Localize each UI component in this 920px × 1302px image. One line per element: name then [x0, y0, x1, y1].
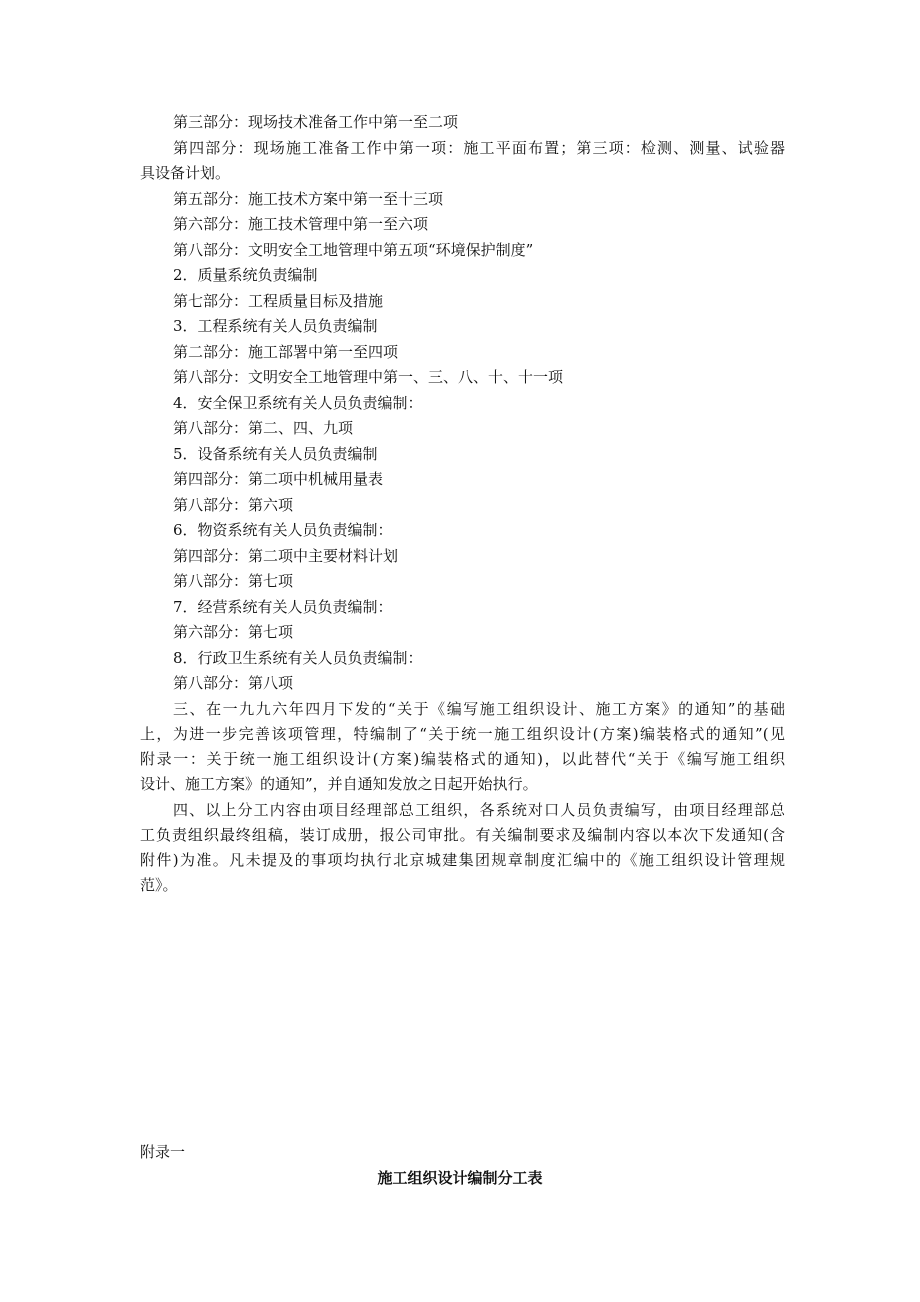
- text-line: 第八部分：文明安全工地管理中第五项“环境保护制度”: [173, 241, 534, 259]
- text-line: 第六部分：第七项: [173, 623, 294, 641]
- text-line: 第八部分：第八项: [173, 674, 294, 692]
- text-line: 第八部分：第六项: [173, 496, 294, 514]
- paragraph-line: 范》。: [140, 876, 178, 894]
- section-heading: 5．设备系统有关人员负责编制: [173, 445, 378, 463]
- text-line: 第八部分：第二、四、九项: [173, 419, 354, 437]
- paragraph-line: 设计、施工方案》的通知”，并自通知发放之日起开始执行。: [140, 775, 538, 793]
- text-line: 第八部分：第七项: [173, 572, 294, 590]
- paragraph-three: [140, 697, 785, 797]
- text-line: 第八部分：文明安全工地管理中第一、三、八、十、十一项: [173, 368, 564, 386]
- appendix-label: 附录一: [140, 1143, 186, 1161]
- text-line: 第七部分：工程质量目标及措施: [173, 292, 384, 310]
- text-line: 第五部分：施工技术方案中第一至十三项: [173, 190, 444, 208]
- paragraph-line: 四、以上分工内容由项目经理部总工组织，各系统对口人员负责编写，由项目经理部总: [173, 801, 785, 819]
- section-heading: 4．安全保卫系统有关人员负责编制：: [173, 394, 423, 412]
- paragraph-four: [140, 798, 785, 898]
- table-title: 施工组织设计编制分工表: [377, 1169, 543, 1187]
- section-heading: 3．工程系统有关人员负责编制: [173, 317, 378, 335]
- section-heading: 6．物资系统有关人员负责编制：: [173, 521, 393, 539]
- paragraph-line: 工负责组织最终组稿，装订成册，报公司审批。有关编制要求及编制内容以本次下发通知(含: [140, 826, 785, 844]
- paragraph-line: 三、在一九九六年四月下发的“关于《编写施工组织设计、施工方案》的通知”的基础: [173, 700, 785, 718]
- text-line: 第四部分：第二项中主要材料计划: [173, 547, 399, 565]
- text-line: 具设备计划。: [140, 164, 231, 182]
- section-heading: 8．行政卫生系统有关人员负责编制：: [173, 649, 423, 667]
- text-line: 第四部分：第二项中机械用量表: [173, 470, 384, 488]
- text-line: 第二部分：施工部署中第一至四项: [173, 343, 399, 361]
- paragraph-line: 附件)为准。凡未提及的事项均执行北京城建集团规章制度汇编中的《施工组织设计管理规: [140, 851, 785, 869]
- text-line: 第三部分：现场技术准备工作中第一至二项: [173, 113, 459, 131]
- section-heading: 2．质量系统负责编制: [173, 266, 318, 284]
- paragraph-line: 附录一：关于统一施工组织设计(方案)编装格式的通知)，以此替代“关于《编写施工组织: [140, 750, 785, 768]
- section-heading: 7．经营系统有关人员负责编制：: [173, 598, 393, 616]
- text-line: 第四部分：现场施工准备工作中第一项：施工平面布置；第三项：检测、测量、试验器: [173, 139, 785, 157]
- text-line: 第六部分：施工技术管理中第一至六项: [173, 215, 429, 233]
- paragraph-line: 上，为进一步完善该项管理，特编制了“关于统一施工组织设计(方案)编装格式的通知”(见: [140, 725, 785, 743]
